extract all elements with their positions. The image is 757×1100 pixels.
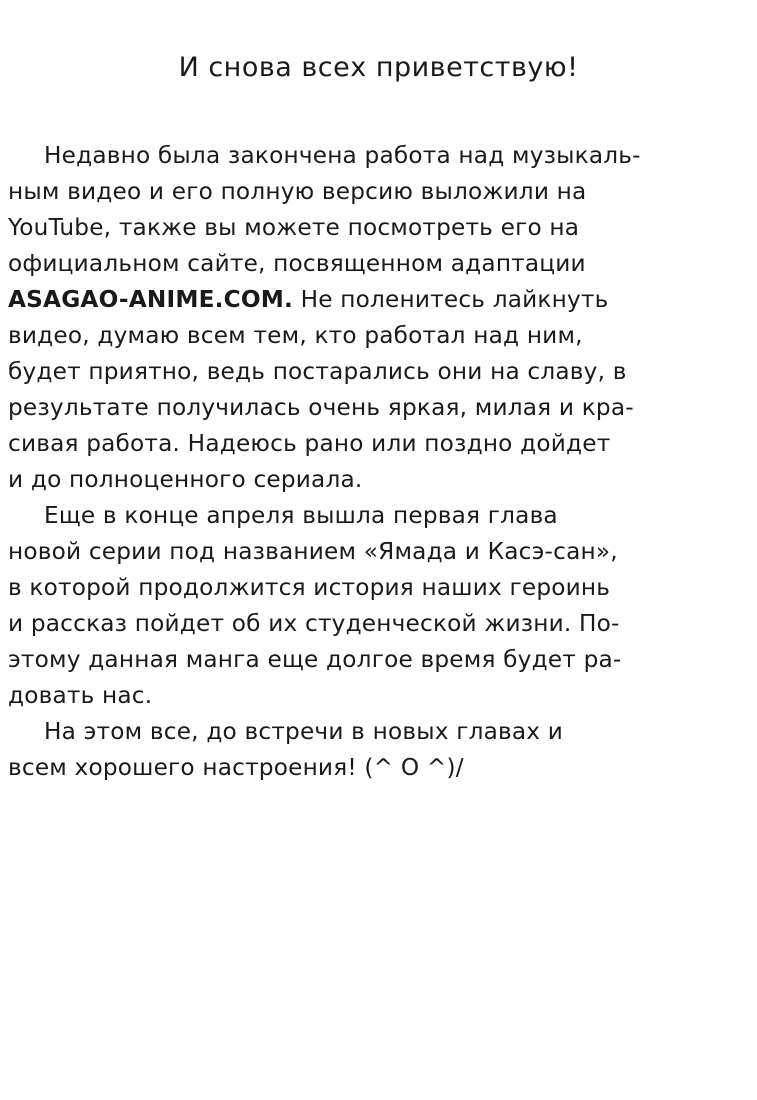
- website-name: ASAGAO-ANIME.COM.: [8, 286, 294, 313]
- text-line: YouTube, также вы можете посмотреть его на: [8, 214, 580, 241]
- text-line: ным видео и его полную версию выложили на: [8, 178, 587, 205]
- text-line: довать нас.: [8, 682, 153, 709]
- page-title: И снова всех приветствую!: [178, 52, 579, 83]
- text-line: сивая работа. Надеюсь рано или поздно дойдет: [8, 430, 611, 457]
- text-line: На этом все, до встречи в новых главах и: [44, 718, 564, 745]
- text-line: видео, думаю всем тем, кто работал над ним,: [8, 322, 583, 349]
- text-line: результате получилась очень яркая, милая и кра-: [8, 394, 634, 421]
- text-line: новой серии под названием «Ямада и Касэ-сан»,: [8, 538, 618, 565]
- text-line: в которой продолжится история наших героинь: [8, 574, 611, 601]
- text-line: этому данная манга еще долгое время будет ра-: [8, 646, 622, 673]
- text-line: [8, 282, 752, 318]
- text-line: Еще в конце апреля вышла первая глава: [44, 502, 558, 529]
- text-line: и рассказ пойдет об их студенческой жизни. По-: [8, 610, 620, 637]
- text-line: Недавно была закончена работа над музыкаль-: [44, 142, 641, 169]
- text-line: всем хорошего настроения! (^ O ^)/: [8, 754, 464, 781]
- text-line: официальном сайте, посвященном адаптации: [8, 250, 586, 277]
- text-line: будет приятно, ведь постарались они на славу, в: [8, 358, 627, 385]
- text-line: и до полноценного сериала.: [8, 466, 363, 493]
- letter-body: [8, 138, 752, 786]
- text-fragment: Не поленитесь лайкнуть: [293, 286, 609, 313]
